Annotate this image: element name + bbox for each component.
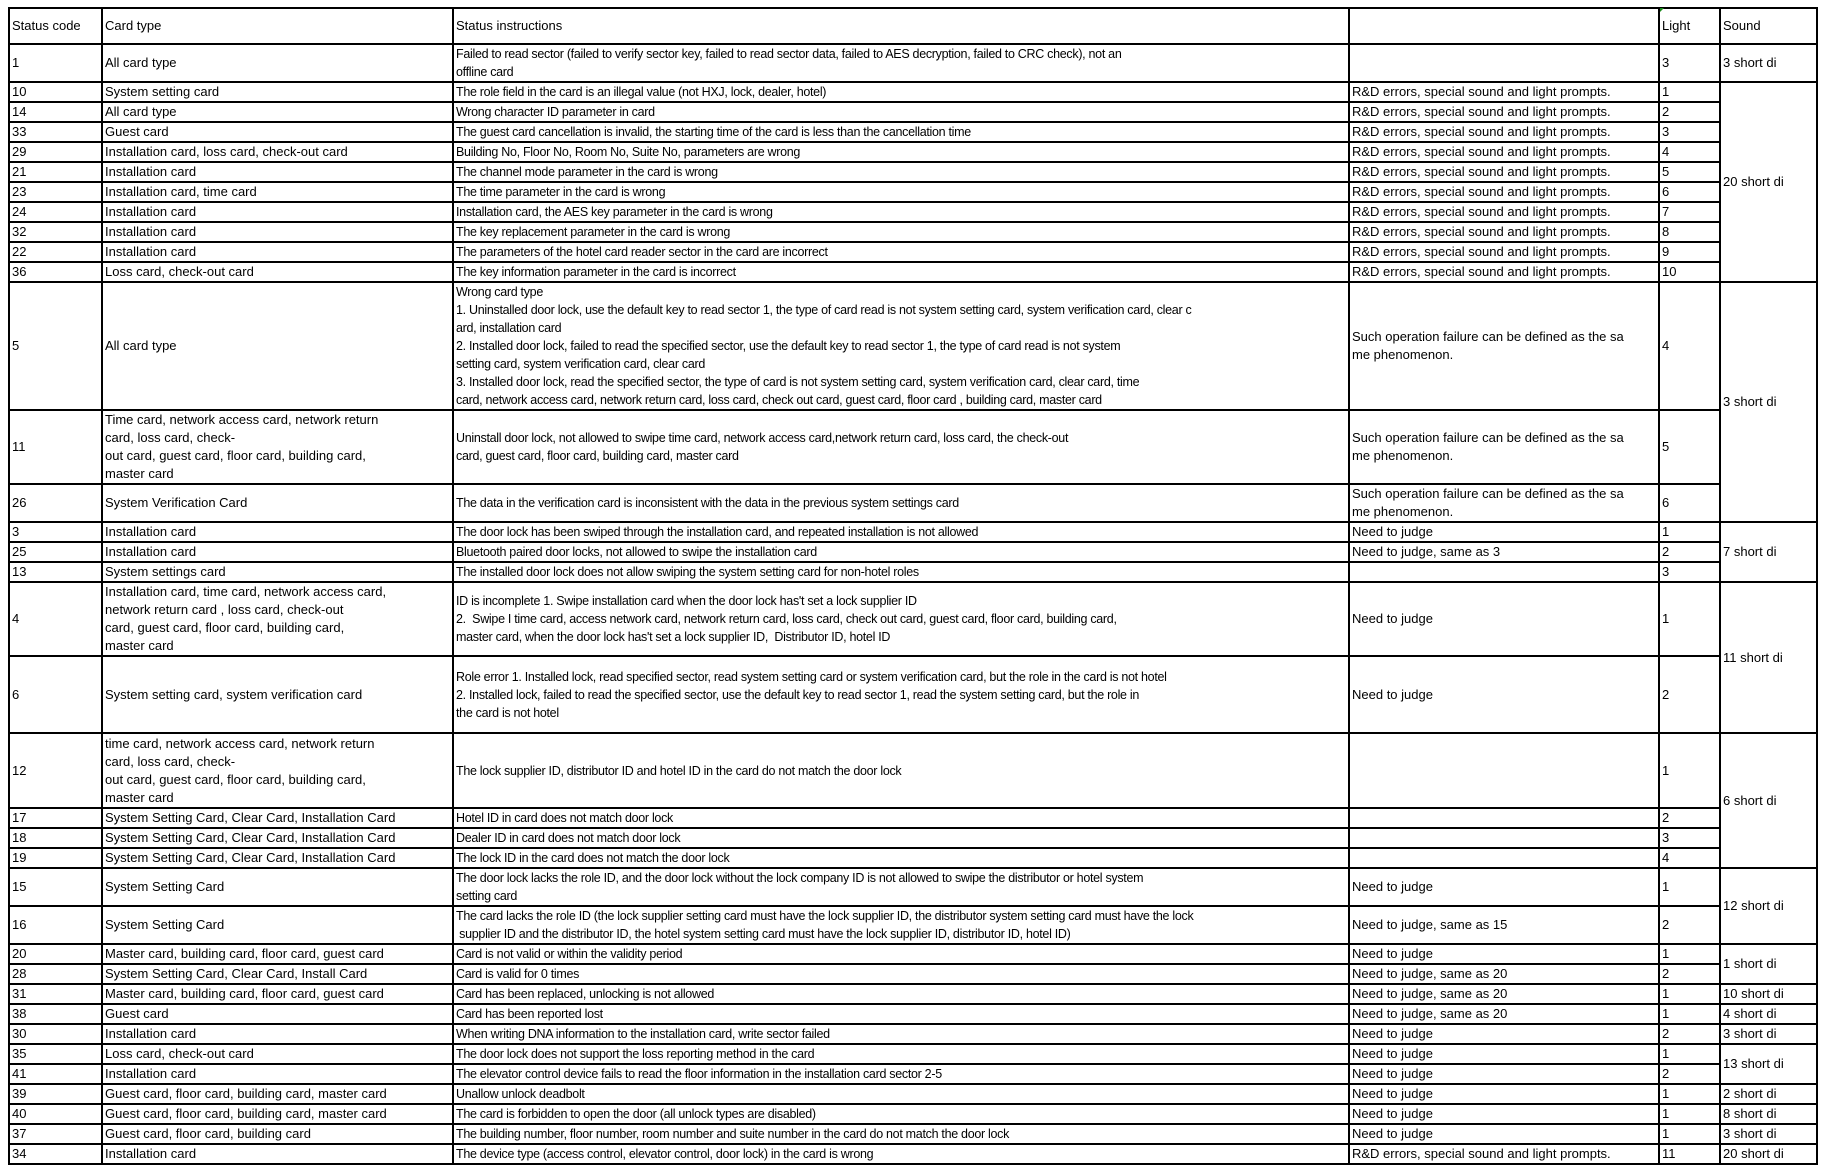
cell-card-type[interactable]: Installation card bbox=[102, 1024, 453, 1044]
table-row bbox=[9, 964, 1817, 984]
cell-notes[interactable] bbox=[1349, 733, 1659, 808]
header-notes[interactable] bbox=[1349, 8, 1659, 44]
cell-status-code[interactable]: 11 bbox=[9, 410, 102, 484]
header-row bbox=[9, 8, 1817, 44]
table-row bbox=[9, 944, 1817, 964]
cell-light[interactable]: 6 bbox=[1659, 484, 1720, 522]
cell-light[interactable]: 3 bbox=[1659, 562, 1720, 582]
cell-status-instructions[interactable]: Card has been replaced, unlocking is not allowed bbox=[453, 984, 1349, 1004]
table-row bbox=[9, 282, 1817, 410]
cell-light[interactable]: 3 bbox=[1659, 44, 1720, 82]
cell-status-instructions[interactable]: When writing DNA information to the installation card, write sector failed bbox=[453, 1024, 1349, 1044]
table-row bbox=[9, 1084, 1817, 1104]
table-row bbox=[9, 1024, 1817, 1044]
cell-status-code[interactable]: 15 bbox=[9, 868, 102, 906]
table-row bbox=[9, 202, 1817, 222]
table-row bbox=[9, 1044, 1817, 1064]
cell-notes[interactable]: Need to judge bbox=[1349, 1124, 1659, 1144]
cell-status-instructions[interactable]: Bluetooth paired door locks, not allowed to swipe the installation card bbox=[453, 542, 1349, 562]
cell-card-type[interactable]: Guest card bbox=[102, 1004, 453, 1024]
cell-card-type[interactable]: System Verification Card bbox=[102, 484, 453, 522]
table-row bbox=[9, 848, 1817, 868]
cell-status-instructions[interactable]: The building number, floor number, room number and suite number in the card do not match the door lock bbox=[453, 1124, 1349, 1144]
cell-card-type[interactable]: System Setting Card, Clear Card, Installation Card bbox=[102, 808, 453, 828]
cell-status-instructions[interactable]: Installation card, the AES key parameter in the card is wrong bbox=[453, 202, 1349, 222]
cell-status-code[interactable]: 25 bbox=[9, 542, 102, 562]
table-row bbox=[9, 410, 1817, 484]
cell-light[interactable]: 2 bbox=[1659, 906, 1720, 944]
cell-status-code[interactable]: 18 bbox=[9, 828, 102, 848]
cell-notes[interactable] bbox=[1349, 808, 1659, 828]
cell-status-code[interactable]: 10 bbox=[9, 82, 102, 102]
table-row bbox=[9, 868, 1817, 906]
cell-light[interactable]: 1 bbox=[1659, 1004, 1720, 1024]
cell-status-code[interactable]: 29 bbox=[9, 142, 102, 162]
cell-status-code[interactable]: 32 bbox=[9, 222, 102, 242]
cell-status-code[interactable]: 17 bbox=[9, 808, 102, 828]
cell-card-type[interactable]: All card type bbox=[102, 102, 453, 122]
cell-status-instructions[interactable]: Wrong card type 1. Uninstalled door lock, use the default key to read sector 1, the type of card read is not system setting card, system verification card, clear c ard, installation card 2. Installed door lock, failed to read the specified sector, use the default key to read sector 1, the type of card read is not system setting card, system verification card, clear card 3. Installed door lock, read the specified sector, the type of card is not system setting card, system verification card, clear card, time card, network access card, network return card, loss card, check out card, guest card, floor card , building card, master card bbox=[453, 282, 1349, 410]
cell-status-code[interactable]: 26 bbox=[9, 484, 102, 522]
cell-light[interactable]: 11 bbox=[1659, 1144, 1720, 1164]
cell-sound[interactable]: 12 short di bbox=[1720, 868, 1817, 944]
header-sound[interactable]: Sound bbox=[1720, 8, 1817, 44]
cell-status-instructions[interactable]: The lock supplier ID, distributor ID and hotel ID in the card do not match the door lock bbox=[453, 733, 1349, 808]
cell-card-type[interactable]: Loss card, check-out card bbox=[102, 262, 453, 282]
cell-notes[interactable]: Need to judge bbox=[1349, 868, 1659, 906]
cell-notes[interactable]: Need to judge bbox=[1349, 944, 1659, 964]
cell-sound[interactable]: 13 short di bbox=[1720, 1044, 1817, 1084]
cell-status-instructions[interactable]: Building No, Floor No, Room No, Suite No, parameters are wrong bbox=[453, 142, 1349, 162]
cell-notes[interactable]: Need to judge bbox=[1349, 582, 1659, 656]
cell-card-type[interactable]: Time card, network access card, network return card, loss card, check- out card, guest card, floor card, building card, master card bbox=[102, 410, 453, 484]
status-code-table bbox=[8, 7, 1818, 1165]
cell-notes[interactable]: Need to judge bbox=[1349, 1084, 1659, 1104]
cell-status-code[interactable]: 41 bbox=[9, 1064, 102, 1084]
cell-status-instructions[interactable]: The door lock does not support the loss reporting method in the card bbox=[453, 1044, 1349, 1064]
cell-status-instructions[interactable]: Dealer ID in card does not match door lock bbox=[453, 828, 1349, 848]
cell-light[interactable]: 1 bbox=[1659, 1104, 1720, 1124]
cell-status-code[interactable]: 12 bbox=[9, 733, 102, 808]
cell-light[interactable]: 2 bbox=[1659, 542, 1720, 562]
cell-status-instructions[interactable]: The installed door lock does not allow swiping the system setting card for non-hotel roles bbox=[453, 562, 1349, 582]
cell-card-type[interactable]: Master card, building card, floor card, guest card bbox=[102, 944, 453, 964]
cell-notes[interactable] bbox=[1349, 44, 1659, 82]
cell-status-instructions[interactable]: Wrong character ID parameter in card bbox=[453, 102, 1349, 122]
cell-card-type[interactable]: Loss card, check-out card bbox=[102, 1044, 453, 1064]
cell-light[interactable]: 4 bbox=[1659, 282, 1720, 410]
cell-card-type[interactable]: System Setting Card, Clear Card, Install Card bbox=[102, 964, 453, 984]
header-card-type[interactable]: Card type bbox=[102, 8, 453, 44]
cell-card-type[interactable]: All card type bbox=[102, 44, 453, 82]
cell-light[interactable]: 8 bbox=[1659, 222, 1720, 242]
cell-sound[interactable]: 3 short di bbox=[1720, 44, 1817, 82]
cell-light[interactable]: 2 bbox=[1659, 964, 1720, 984]
cell-notes[interactable]: R&D errors, special sound and light prompts. bbox=[1349, 182, 1659, 202]
cell-comment-indicator-icon bbox=[1660, 8, 1664, 12]
cell-status-instructions[interactable]: The device type (access control, elevator control, door lock) in the card is wrong bbox=[453, 1144, 1349, 1164]
cell-notes[interactable]: Need to judge bbox=[1349, 1024, 1659, 1044]
cell-light[interactable]: 3 bbox=[1659, 122, 1720, 142]
cell-status-code[interactable]: 20 bbox=[9, 944, 102, 964]
cell-status-instructions[interactable]: The role field in the card is an illegal value (not HXJ, lock, dealer, hotel) bbox=[453, 82, 1349, 102]
cell-light[interactable]: 2 bbox=[1659, 808, 1720, 828]
cell-sound[interactable]: 1 short di bbox=[1720, 944, 1817, 984]
cell-card-type[interactable]: Installation card, time card bbox=[102, 182, 453, 202]
table-row bbox=[9, 542, 1817, 562]
table-row bbox=[9, 102, 1817, 122]
cell-notes[interactable] bbox=[1349, 562, 1659, 582]
cell-status-code[interactable]: 1 bbox=[9, 44, 102, 82]
cell-card-type[interactable]: Installation card, loss card, check-out card bbox=[102, 142, 453, 162]
cell-status-instructions[interactable]: Card is not valid or within the validity period bbox=[453, 944, 1349, 964]
cell-notes[interactable]: Need to judge, same as 20 bbox=[1349, 964, 1659, 984]
table-row bbox=[9, 142, 1817, 162]
cell-notes[interactable]: Need to judge, same as 20 bbox=[1349, 1004, 1659, 1024]
cell-sound[interactable]: 20 short di bbox=[1720, 82, 1817, 282]
cell-status-instructions[interactable]: Hotel ID in card does not match door lock bbox=[453, 808, 1349, 828]
table-row bbox=[9, 262, 1817, 282]
header-status-instructions[interactable]: Status instructions bbox=[453, 8, 1349, 44]
table-row bbox=[9, 733, 1817, 808]
cell-sound[interactable]: 3 short di bbox=[1720, 282, 1817, 522]
table-row bbox=[9, 182, 1817, 202]
cell-notes[interactable]: Need to judge bbox=[1349, 1044, 1659, 1064]
cell-light[interactable]: 1 bbox=[1659, 944, 1720, 964]
cell-card-type[interactable]: Installation card bbox=[102, 222, 453, 242]
cell-status-instructions[interactable]: The channel mode parameter in the card is wrong bbox=[453, 162, 1349, 182]
cell-status-instructions[interactable]: Card has been reported lost bbox=[453, 1004, 1349, 1024]
cell-card-type[interactable]: Guest card, floor card, building card bbox=[102, 1124, 453, 1144]
cell-light[interactable]: 1 bbox=[1659, 522, 1720, 542]
table-row bbox=[9, 828, 1817, 848]
cell-light[interactable]: 3 bbox=[1659, 828, 1720, 848]
cell-notes[interactable]: R&D errors, special sound and light prompts. bbox=[1349, 82, 1659, 102]
cell-light[interactable]: 1 bbox=[1659, 733, 1720, 808]
cell-card-type[interactable]: Installation card bbox=[102, 202, 453, 222]
cell-notes[interactable]: R&D errors, special sound and light prompts. bbox=[1349, 102, 1659, 122]
cell-status-code[interactable]: 34 bbox=[9, 1144, 102, 1164]
table-row bbox=[9, 522, 1817, 542]
cell-status-instructions[interactable]: The key information parameter in the card is incorrect bbox=[453, 262, 1349, 282]
cell-card-type[interactable]: Guest card bbox=[102, 122, 453, 142]
cell-status-code[interactable]: 3 bbox=[9, 522, 102, 542]
table-row bbox=[9, 222, 1817, 242]
cell-notes[interactable]: Need to judge bbox=[1349, 656, 1659, 733]
cell-sound[interactable]: 20 short di bbox=[1720, 1144, 1817, 1164]
cell-status-code[interactable]: 40 bbox=[9, 1104, 102, 1124]
cell-status-code[interactable]: 30 bbox=[9, 1024, 102, 1044]
cell-card-type[interactable]: System Setting Card bbox=[102, 906, 453, 944]
cell-light[interactable]: 6 bbox=[1659, 182, 1720, 202]
cell-notes[interactable]: Such operation failure can be defined as the sa me phenomenon. bbox=[1349, 282, 1659, 410]
cell-status-code[interactable]: 37 bbox=[9, 1124, 102, 1144]
header-status-code[interactable]: Status code bbox=[9, 8, 102, 44]
cell-notes[interactable]: R&D errors, special sound and light prompts. bbox=[1349, 1144, 1659, 1164]
cell-notes[interactable]: R&D errors, special sound and light prompts. bbox=[1349, 142, 1659, 162]
cell-status-code[interactable]: 6 bbox=[9, 656, 102, 733]
cell-light[interactable]: 4 bbox=[1659, 848, 1720, 868]
cell-status-instructions[interactable]: Card is valid for 0 times bbox=[453, 964, 1349, 984]
cell-light[interactable]: 1 bbox=[1659, 82, 1720, 102]
cell-status-code[interactable]: 19 bbox=[9, 848, 102, 868]
cell-light[interactable]: 7 bbox=[1659, 202, 1720, 222]
cell-light[interactable]: 1 bbox=[1659, 984, 1720, 1004]
cell-light[interactable]: 2 bbox=[1659, 1064, 1720, 1084]
cell-status-instructions[interactable]: The lock ID in the card does not match the door lock bbox=[453, 848, 1349, 868]
cell-light[interactable]: 1 bbox=[1659, 1084, 1720, 1104]
cell-sound[interactable]: 2 short di bbox=[1720, 1084, 1817, 1104]
table-row bbox=[9, 1104, 1817, 1124]
cell-sound[interactable]: 3 short di bbox=[1720, 1024, 1817, 1044]
cell-card-type[interactable]: System Setting Card bbox=[102, 868, 453, 906]
cell-status-code[interactable]: 5 bbox=[9, 282, 102, 410]
cell-sound[interactable]: 6 short di bbox=[1720, 733, 1817, 868]
table-row bbox=[9, 906, 1817, 944]
cell-notes[interactable]: R&D errors, special sound and light prompts. bbox=[1349, 202, 1659, 222]
cell-notes[interactable] bbox=[1349, 848, 1659, 868]
cell-notes[interactable]: Need to judge, same as 3 bbox=[1349, 542, 1659, 562]
cell-card-type[interactable]: Master card, building card, floor card, guest card bbox=[102, 984, 453, 1004]
cell-card-type[interactable]: Installation card bbox=[102, 242, 453, 262]
table-row bbox=[9, 808, 1817, 828]
cell-status-code[interactable]: 13 bbox=[9, 562, 102, 582]
table-row bbox=[9, 44, 1817, 82]
cell-card-type[interactable]: Guest card, floor card, building card, master card bbox=[102, 1084, 453, 1104]
cell-notes[interactable]: R&D errors, special sound and light prompts. bbox=[1349, 162, 1659, 182]
cell-status-instructions[interactable]: ID is incomplete 1. Swipe installation card when the door lock has't set a lock supplier ID 2. Swipe I time card, access network card, network return card, loss card, check out card, guest card, floor card, building card, master card, when the door lock has't set a lock supplier ID, Distributor ID, hotel ID bbox=[453, 582, 1349, 656]
cell-sound[interactable]: 10 short di bbox=[1720, 984, 1817, 1004]
cell-notes[interactable]: R&D errors, special sound and light prompts. bbox=[1349, 222, 1659, 242]
cell-light[interactable]: 2 bbox=[1659, 656, 1720, 733]
table-row bbox=[9, 582, 1817, 656]
table-row bbox=[9, 82, 1817, 102]
cell-status-instructions[interactable]: Failed to read sector (failed to verify sector key, failed to read sector data, failed to AES decryption, failed to CRC check), not an offline card bbox=[453, 44, 1349, 82]
cell-light[interactable]: 10 bbox=[1659, 262, 1720, 282]
cell-light[interactable]: 1 bbox=[1659, 1124, 1720, 1144]
cell-status-code[interactable]: 33 bbox=[9, 122, 102, 142]
cell-notes[interactable]: Need to judge, same as 15 bbox=[1349, 906, 1659, 944]
cell-sound[interactable]: 3 short di bbox=[1720, 1124, 1817, 1144]
cell-status-code[interactable]: 31 bbox=[9, 984, 102, 1004]
table-row bbox=[9, 1144, 1817, 1164]
cell-status-code[interactable]: 24 bbox=[9, 202, 102, 222]
cell-card-type[interactable]: Installation card bbox=[102, 1064, 453, 1084]
cell-status-code[interactable]: 16 bbox=[9, 906, 102, 944]
cell-status-instructions[interactable]: The key replacement parameter in the card is wrong bbox=[453, 222, 1349, 242]
cell-status-instructions[interactable]: The door lock lacks the role ID, and the door lock without the lock company ID is not allowed to swipe the distributor or hotel system setting card bbox=[453, 868, 1349, 906]
cell-status-instructions[interactable]: The card lacks the role ID (the lock supplier setting card must have the lock supplier ID, the distributor system setting card must have the lock supplier ID and the distributor ID, the hotel system setting card must have the lock supplier ID, distributor ID, hotel ID) bbox=[453, 906, 1349, 944]
cell-card-type[interactable]: System settings card bbox=[102, 562, 453, 582]
cell-notes[interactable] bbox=[1349, 828, 1659, 848]
cell-notes[interactable]: R&D errors, special sound and light prompts. bbox=[1349, 262, 1659, 282]
cell-light[interactable]: 5 bbox=[1659, 162, 1720, 182]
cell-status-code[interactable]: 4 bbox=[9, 582, 102, 656]
table-row bbox=[9, 242, 1817, 262]
cell-notes[interactable]: Need to judge bbox=[1349, 1104, 1659, 1124]
cell-notes[interactable]: Such operation failure can be defined as the sa me phenomenon. bbox=[1349, 484, 1659, 522]
table-row bbox=[9, 562, 1817, 582]
cell-status-code[interactable]: 14 bbox=[9, 102, 102, 122]
cell-status-code[interactable]: 21 bbox=[9, 162, 102, 182]
table-row bbox=[9, 484, 1817, 522]
cell-light[interactable]: 1 bbox=[1659, 582, 1720, 656]
table-row bbox=[9, 1004, 1817, 1024]
cell-notes[interactable]: Such operation failure can be defined as the sa me phenomenon. bbox=[1349, 410, 1659, 484]
cell-card-type[interactable]: System setting card bbox=[102, 82, 453, 102]
header-light[interactable]: Light bbox=[1659, 8, 1720, 44]
cell-status-instructions[interactable]: The parameters of the hotel card reader sector in the card are incorrect bbox=[453, 242, 1349, 262]
cell-status-code[interactable]: 39 bbox=[9, 1084, 102, 1104]
cell-card-type[interactable]: Installation card bbox=[102, 542, 453, 562]
cell-status-instructions[interactable]: Uninstall door lock, not allowed to swipe time card, network access card,network return card, loss card, the check-out card, guest card, floor card, building card, master card bbox=[453, 410, 1349, 484]
cell-card-type[interactable]: time card, network access card, network return card, loss card, check- out card, guest card, floor card, building card, master card bbox=[102, 733, 453, 808]
table-row bbox=[9, 162, 1817, 182]
cell-light[interactable]: 1 bbox=[1659, 1044, 1720, 1064]
cell-card-type[interactable]: Installation card bbox=[102, 522, 453, 542]
cell-light[interactable]: 9 bbox=[1659, 242, 1720, 262]
cell-status-instructions[interactable]: The door lock has been swiped through the installation card, and repeated installation is not allowed bbox=[453, 522, 1349, 542]
cell-status-code[interactable]: 38 bbox=[9, 1004, 102, 1024]
cell-card-type[interactable]: Installation card, time card, network access card, network return card , loss card, check-out card, guest card, floor card, building card, master card bbox=[102, 582, 453, 656]
cell-sound[interactable]: 11 short di bbox=[1720, 582, 1817, 733]
cell-card-type[interactable]: System Setting Card, Clear Card, Installation Card bbox=[102, 848, 453, 868]
cell-card-type[interactable]: Installation card bbox=[102, 162, 453, 182]
cell-sound[interactable]: 4 short di bbox=[1720, 1004, 1817, 1024]
table-row bbox=[9, 1064, 1817, 1084]
cell-status-code[interactable]: 23 bbox=[9, 182, 102, 202]
cell-card-type[interactable]: System Setting Card, Clear Card, Installation Card bbox=[102, 828, 453, 848]
cell-notes[interactable]: R&D errors, special sound and light prompts. bbox=[1349, 122, 1659, 142]
table-row bbox=[9, 656, 1817, 733]
cell-status-instructions[interactable]: Unallow unlock deadbolt bbox=[453, 1084, 1349, 1104]
cell-status-code[interactable]: 36 bbox=[9, 262, 102, 282]
cell-sound[interactable]: 7 short di bbox=[1720, 522, 1817, 582]
cell-status-instructions[interactable]: The time parameter in the card is wrong bbox=[453, 182, 1349, 202]
cell-light[interactable]: 1 bbox=[1659, 868, 1720, 906]
cell-status-instructions[interactable]: The elevator control device fails to read the floor information in the installation card sector 2-5 bbox=[453, 1064, 1349, 1084]
cell-sound[interactable]: 8 short di bbox=[1720, 1104, 1817, 1124]
cell-status-instructions[interactable]: The guest card cancellation is invalid, the starting time of the card is less than the cancellation time bbox=[453, 122, 1349, 142]
cell-status-instructions[interactable]: The card is forbidden to open the door (all unlock types are disabled) bbox=[453, 1104, 1349, 1124]
cell-status-code[interactable]: 28 bbox=[9, 964, 102, 984]
cell-status-code[interactable]: 22 bbox=[9, 242, 102, 262]
cell-light[interactable]: 2 bbox=[1659, 102, 1720, 122]
table-row bbox=[9, 122, 1817, 142]
cell-card-type[interactable]: All card type bbox=[102, 282, 453, 410]
cell-notes[interactable]: Need to judge bbox=[1349, 1064, 1659, 1084]
cell-card-type[interactable]: System setting card, system verification card bbox=[102, 656, 453, 733]
table-row bbox=[9, 1124, 1817, 1144]
table-row bbox=[9, 984, 1817, 1004]
cell-light[interactable]: 4 bbox=[1659, 142, 1720, 162]
cell-light[interactable]: 5 bbox=[1659, 410, 1720, 484]
cell-card-type[interactable]: Guest card, floor card, building card, master card bbox=[102, 1104, 453, 1124]
cell-notes[interactable]: Need to judge bbox=[1349, 522, 1659, 542]
cell-status-code[interactable]: 35 bbox=[9, 1044, 102, 1064]
cell-light[interactable]: 2 bbox=[1659, 1024, 1720, 1044]
cell-status-instructions[interactable]: The data in the verification card is inconsistent with the data in the previous system settings card bbox=[453, 484, 1349, 522]
cell-status-instructions[interactable]: Role error 1. Installed lock, read specified sector, read system setting card or system verification card, but the role in the card is not hotel 2. Installed lock, failed to read the specified sector, use the default key to read sector 1, read the system setting card, but the role in the card is not hotel bbox=[453, 656, 1349, 733]
cell-card-type[interactable]: Installation card bbox=[102, 1144, 453, 1164]
cell-notes[interactable]: Need to judge, same as 20 bbox=[1349, 984, 1659, 1004]
cell-notes[interactable]: R&D errors, special sound and light prompts. bbox=[1349, 242, 1659, 262]
